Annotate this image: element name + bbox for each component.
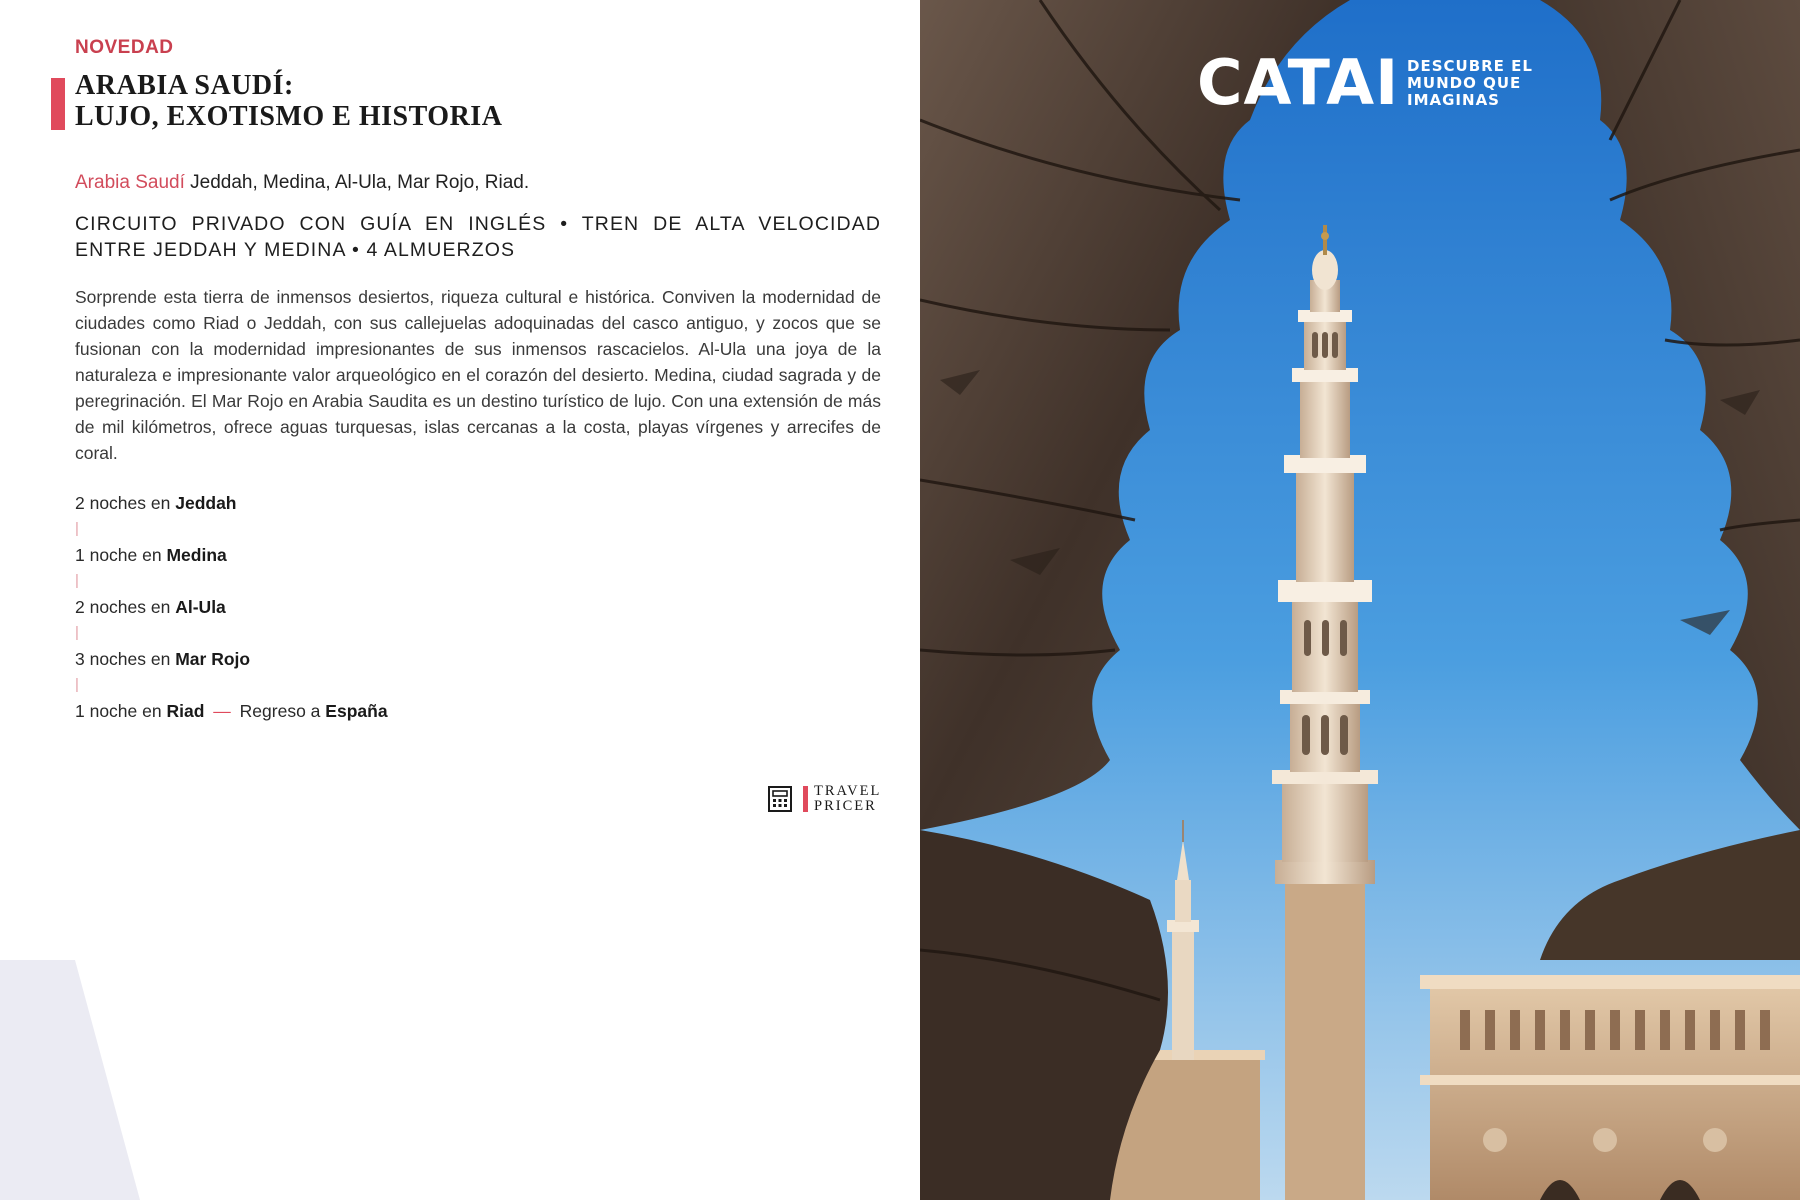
travel-pricer-badge[interactable] <box>768 784 883 814</box>
catai-brand <box>1197 46 1537 119</box>
title-line-1: ARABIA SAUDÍ: <box>75 70 294 101</box>
travel-pricer-accent-bar <box>803 786 808 812</box>
travel-pricer-label <box>814 784 881 814</box>
brand-tagline-line-2: MUNDO QUE <box>1407 74 1522 92</box>
itinerary-dash: — <box>213 701 231 721</box>
itinerary-item <box>75 646 495 672</box>
destination-cities: Jeddah, Medina, Al-Ula, Mar Rojo, Riad. <box>190 172 530 193</box>
destination-country: Arabia Saudí <box>75 172 185 193</box>
minaret-photo-illustration <box>920 0 1800 1200</box>
novelty-label: NOVEDAD <box>75 37 174 58</box>
itinerary-place: Jeddah <box>175 493 237 513</box>
itinerary-item <box>75 698 495 724</box>
catai-logo: CATAI <box>1197 46 1400 119</box>
minaret-photo <box>920 0 1800 1200</box>
itinerary-separator: | <box>75 624 79 641</box>
title-line-2: LUJO, EXOTISMO E HISTORIA <box>75 101 503 132</box>
itinerary-place: Al-Ula <box>175 597 226 617</box>
itinerary-return-text: Regreso a <box>239 701 321 721</box>
itinerary-place: Mar Rojo <box>175 649 251 669</box>
itinerary <box>75 490 495 724</box>
itinerary-nights: 1 noche en <box>75 545 162 565</box>
itinerary-separator: | <box>75 572 79 589</box>
itinerary-item <box>75 490 495 516</box>
brand-tagline-line-3: IMAGINAS <box>1407 91 1500 109</box>
itinerary-nights: 3 noches en <box>75 649 171 669</box>
itinerary-place: Medina <box>166 545 227 565</box>
itinerary-nights: 2 noches en <box>75 597 171 617</box>
title-accent-bar <box>51 78 65 130</box>
calculator-icon <box>768 786 792 812</box>
itinerary-separator: | <box>75 520 79 537</box>
travel-pricer-line-1: TRAVEL <box>814 783 882 799</box>
destinations-line <box>75 172 529 194</box>
travel-pricer-line-2: PRICER <box>814 798 877 814</box>
brand-tagline <box>1407 58 1533 109</box>
itinerary-item <box>75 542 495 568</box>
itinerary-place: Riad <box>166 701 205 721</box>
itinerary-nights: 2 noches en <box>75 493 171 513</box>
brand-tagline-line-1: DESCUBRE EL <box>1407 57 1533 75</box>
tour-features: CIRCUITO PRIVADO CON GUÍA EN INGLÉS • TREN DE ALTA VELOCIDAD ENTRE JEDDAH Y MEDINA • 4 ALMUERZOS <box>75 213 881 261</box>
page-title <box>75 70 502 132</box>
itinerary-nights: 1 noche en <box>75 701 162 721</box>
itinerary-separator: | <box>75 676 79 693</box>
itinerary-return-place: España <box>325 701 388 721</box>
tour-description: Sorprende esta tierra de inmensos desiertos, riqueza cultural e histórica. Conviven la modernidad de ciudades como Riad o Jeddah, con sus callejuelas adoquinadas del casco antiguo, y zocos que se fusionan con la modernidad impresionantes de sus inmensos rascacielos. Al-Ula una joya de la naturaleza e impresionante valor arqueológico en el corazón del desierto. Medina, ciudad sagrada y de peregrinación. El Mar Rojo en Arabia Saudita es un destino turístico de lujo. Con una extensión de más de mil kilómetros, ofrece aguas turquesas, islas cercanas a la costa, playas vírgenes y arrecifes de coral. <box>75 287 881 463</box>
itinerary-item <box>75 594 495 620</box>
